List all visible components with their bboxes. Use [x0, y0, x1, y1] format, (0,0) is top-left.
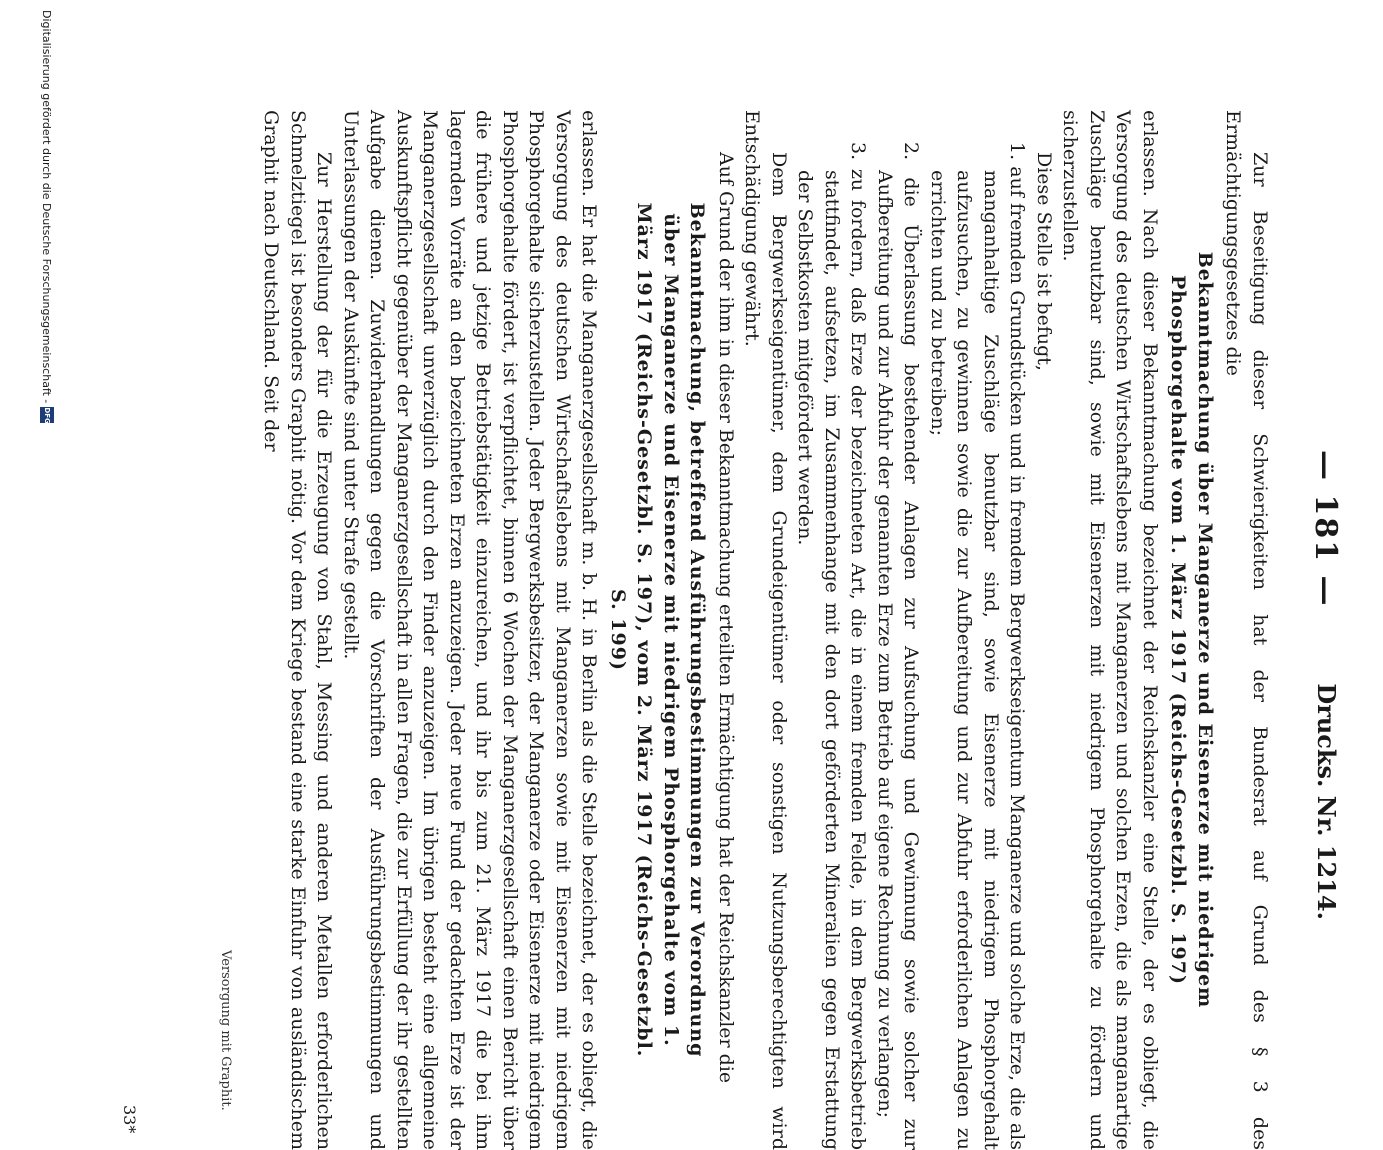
paragraph: Dem Bergwerkseigentümer, dem Grundeigentümer oder sonstigen Nutzungsberechtigten wird Entschädigung gewährt.: [741, 110, 790, 1150]
body-text: [258, 110, 1273, 1150]
paragraph: erlassen. Er hat die Manganerzgesellschaft m. b. H. in Berlin als die Stelle bezeichnet, der es obliegt, die Versorgung des deutschen Wirtschaftslebens mit Manganerzen sowie mit Eisenerzen mit niedrigem Phosphorgehalte sicherzustellen. Jeder Bergwerksbesitzer, der Manganerze oder Eisenerze mit niedrigem Phosphorgehalte fördert, ist verpflichtet, binnen 6 Wochen der Manganerzgesellschaft einen Bericht über die frühere und jetzige Betriebstätigkeit einzureichen, und ihr bis zum 21. März 1917 die bei ihm lagernden Vorräte an den bezeichneten Erzen anzuzeigen. Jeder neue Fund der gedachten Erze ist der Manganerzgesellschaft unverzüglich durch den Finder anzuzeigen. Im übrigen besteht eine allgemeine Auskunftspflicht gegenüber der Manganerzgesellschaft in allen Fragen, die zur Erfüllung der ihr gestellten Aufgabe dienen. Zuwiderhandlungen gegen die Vorschriften der Ausführungsbestimmungen und Unterlassungen der Auskünfte sind unter Strafe gestellt.: [340, 110, 601, 1150]
paragraph: Diese Stelle ist befugt,: [1033, 152, 1055, 371]
heading-bekanntmachung-2: Bekanntmachung, betreffend Ausführungsbestimmungen zur Verordnung über Manganerze und Eisenerze mit niedrigem Phosphorgehalte vom 1. März 1917 (Reichs-Gesetzbl. S. 197), vom 2. März 1917 (Reichs-Gesetzbl. S. 199): [607, 202, 709, 1058]
page-header: [1303, 40, 1343, 920]
dfg-logo-icon: DFG: [40, 407, 54, 423]
list-item: 1. auf fremden Grundstücken und in fremdem Bergwerkseigentum Manganerze und solche Erze, die als manganhaltige Zuschläge benutzbar sind, sowie Eisenerze mit niedrigem Phosphorgehalt aufzusuchen, zu gewinnen sowie die zur Aufbereitung und zur Abfuhr erforderlichen Anlagen zu errichten und zu betreiben;: [927, 142, 1029, 1150]
list-item: 3. zu fordern, daß Erze der bezeichneten Art, die in einem fremden Felde, in dem Bergwerksbetrieb stattfindet, aufsetzen, im Zusammenhange mit den dort geförderten Mineralien gegen Erstattung der Selbstkosten mitgefördert werden.: [794, 142, 870, 1150]
page-number: — 181 —: [1308, 450, 1343, 608]
paragraph: Zur Herstellung der für die Erzeugung von Stahl, Messing und anderen Metallen erforderlichen Schmelztiegel ist besonders Graphit nötig. Vor dem Kriege bestand eine starke Einfuhr von ausländischem Graphit nach Deutschland. Seit der: [260, 110, 336, 1150]
signature-mark: 33*: [120, 1105, 139, 1134]
document-reference: Drucks. Nr. 1214.: [1312, 683, 1341, 920]
paragraph: Zur Beseitigung dieser Schwierigkeiten hat der Bundesrat auf Grund des § 3 des Ermächtigungsgesetzes die: [1222, 110, 1271, 1150]
digitization-note: [40, 0, 54, 1010]
list-item: 2. die Überlassung bestehender Anlagen zur Aufsuchung und Gewinnung sowie solcher zur Aufbereitung und zur Abfuhr der genannten Erze zum Betrieb auf eigene Rechnung zu verlangen;: [874, 142, 923, 1150]
margin-note: Versorgung mit Graphit.: [218, 950, 233, 1111]
paragraph: Auf Grund der ihm in dieser Bekanntmachung erteilten Ermächtigung hat der Reichskanzler die: [715, 152, 737, 1084]
digitization-text: Digitalisierung gefördert durch die Deutsche Forschungsgemeinschaft -: [40, 10, 54, 404]
paragraph: erlassen. Nach dieser Bekanntmachung bezeichnet der Reichskanzler eine Stelle, der es obliegt, die Versorgung des deutschen Wirtschaftslebens mit Manganerzen und solchen Erzen, die als manganartige Zuschläge benutzbar sind, sowie mit Eisenerzen mit niedrigem Phosphorgehalte zu fördern und sicherzustellen.: [1059, 110, 1161, 1150]
heading-bekanntmachung-1: Bekanntmachung über Manganerze und Eisenerze mit niedrigem Phosphorgehalte vom 1. März 1917 (Reichs-Gesetzbl. S. 197): [1167, 251, 1216, 1009]
